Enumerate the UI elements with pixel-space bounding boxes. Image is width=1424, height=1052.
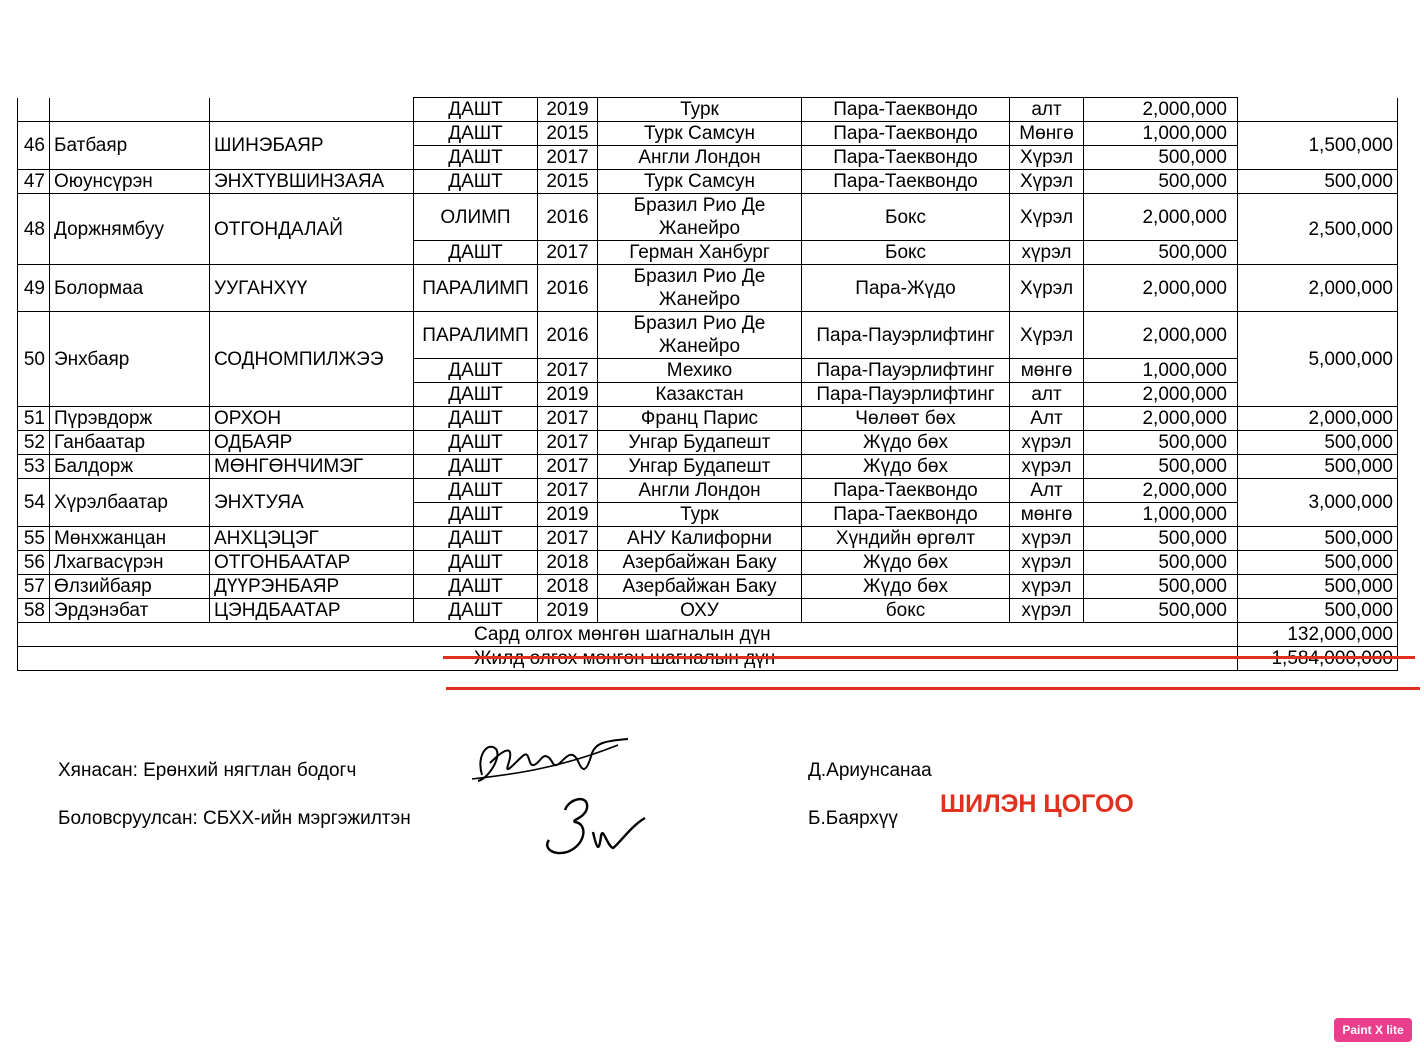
medal-cell: Хүрэл	[1010, 194, 1084, 241]
athlete-number-cell: 50	[18, 312, 50, 407]
table-row	[18, 551, 1398, 575]
event-type-cell: ДАШТ	[414, 383, 538, 407]
event-year-cell: 2017	[538, 241, 598, 265]
amount-cell: 2,000,000	[1084, 265, 1238, 312]
event-place-cell: Турк	[598, 503, 802, 527]
table-row	[18, 479, 1398, 503]
athlete-total-cell: 500,000	[1238, 599, 1398, 623]
athlete-surname-cell: ДҮҮРЭНБАЯР	[210, 575, 414, 599]
event-year-cell: 2016	[538, 194, 598, 241]
prepared-by-label: Боловсруулсан: СБХХ-ийн мэргэжилтэн	[58, 808, 411, 829]
event-year-cell: 2017	[538, 431, 598, 455]
athlete-number-cell: 47	[18, 170, 50, 194]
amount-cell: 500,000	[1084, 170, 1238, 194]
amount-cell: 2,000,000	[1084, 383, 1238, 407]
athlete-number-cell: 53	[18, 455, 50, 479]
event-sport-cell: Пара-Таеквондо	[802, 146, 1010, 170]
athlete-number-cell	[18, 98, 50, 122]
event-year-cell: 2015	[538, 170, 598, 194]
amount-cell: 500,000	[1084, 146, 1238, 170]
event-type-cell: ДАШТ	[414, 98, 538, 122]
athlete-surname-cell	[210, 98, 414, 122]
event-type-cell: ДАШТ	[414, 170, 538, 194]
athlete-total-cell: 500,000	[1238, 551, 1398, 575]
athlete-number-cell: 51	[18, 407, 50, 431]
event-place-cell: Герман Ханбург	[598, 241, 802, 265]
athlete-name-cell: Хүрэлбаатар	[50, 479, 210, 527]
amount-cell: 2,000,000	[1084, 407, 1238, 431]
amount-cell: 2,000,000	[1084, 479, 1238, 503]
monthly-sum-value: 132,000,000	[1238, 623, 1398, 647]
amount-cell: 1,000,000	[1084, 503, 1238, 527]
amount-cell: 500,000	[1084, 575, 1238, 599]
amount-cell: 1,000,000	[1084, 122, 1238, 146]
event-type-cell: ДАШТ	[414, 122, 538, 146]
event-type-cell: ДАШТ	[414, 527, 538, 551]
event-place-cell: ОХУ	[598, 599, 802, 623]
event-place-cell: Турк Самсун	[598, 170, 802, 194]
table-row	[18, 122, 1398, 146]
table-row	[18, 312, 1398, 359]
event-year-cell: 2017	[538, 527, 598, 551]
medal-cell: алт	[1010, 98, 1084, 122]
athlete-surname-cell: СОДНОМПИЛЖЭЭ	[210, 312, 414, 407]
event-place-cell: Турк Самсун	[598, 122, 802, 146]
event-place-cell: Франц Парис	[598, 407, 802, 431]
event-sport-cell: Жүдо бөх	[802, 431, 1010, 455]
event-place-cell: Бразил Рио Де Жанейро	[598, 265, 802, 312]
event-sport-cell: Пара-Пауэрлифтинг	[802, 312, 1010, 359]
event-sport-cell: Пара-Пауэрлифтинг	[802, 359, 1010, 383]
event-type-cell: ДАШТ	[414, 503, 538, 527]
event-place-cell: Унгар Будапешт	[598, 455, 802, 479]
event-type-cell: ПАРАЛИМП	[414, 265, 538, 312]
amount-cell: 1,000,000	[1084, 359, 1238, 383]
event-place-cell: Бразил Рио Де Жанейро	[598, 312, 802, 359]
athlete-surname-cell: ШИНЭБАЯР	[210, 122, 414, 170]
checked-by-name: Д.Ариунсанаа	[808, 760, 932, 781]
medal-cell: хүрэл	[1010, 527, 1084, 551]
event-sport-cell: Пара-Таеквондо	[802, 98, 1010, 122]
athlete-total-cell	[1238, 98, 1398, 122]
annotation-text: ШИЛЭН ЦОГОО	[940, 790, 1134, 818]
athlete-name-cell: Батбаяр	[50, 122, 210, 170]
event-year-cell: 2016	[538, 265, 598, 312]
athlete-surname-cell: ЦЭНДБААТАР	[210, 599, 414, 623]
medal-cell: мөнгө	[1010, 503, 1084, 527]
medal-cell: мөнгө	[1010, 359, 1084, 383]
event-sport-cell: Чөлөөт бөх	[802, 407, 1010, 431]
event-year-cell: 2019	[538, 98, 598, 122]
amount-cell: 500,000	[1084, 241, 1238, 265]
athlete-name-cell: Эрдэнэбат	[50, 599, 210, 623]
event-type-cell: ДАШТ	[414, 431, 538, 455]
event-year-cell: 2018	[538, 551, 598, 575]
athlete-number-cell: 56	[18, 551, 50, 575]
event-year-cell: 2017	[538, 146, 598, 170]
athlete-number-cell: 58	[18, 599, 50, 623]
athlete-number-cell: 52	[18, 431, 50, 455]
athlete-name-cell: Балдорж	[50, 455, 210, 479]
medal-cell: Мөнгө	[1010, 122, 1084, 146]
event-year-cell: 2017	[538, 455, 598, 479]
amount-cell: 500,000	[1084, 455, 1238, 479]
medal-cell: Хүрэл	[1010, 170, 1084, 194]
event-year-cell: 2018	[538, 575, 598, 599]
signature-specialist	[535, 790, 655, 860]
table-row	[18, 599, 1398, 623]
table-row	[18, 98, 1398, 122]
athlete-total-cell: 500,000	[1238, 455, 1398, 479]
event-sport-cell: Пара-Таеквондо	[802, 170, 1010, 194]
athlete-total-cell: 5,000,000	[1238, 312, 1398, 407]
signature-accountant	[468, 735, 648, 795]
event-place-cell: Азербайжан Баку	[598, 551, 802, 575]
amount-cell: 500,000	[1084, 551, 1238, 575]
athlete-number-cell: 55	[18, 527, 50, 551]
event-sport-cell: Жүдо бөх	[802, 455, 1010, 479]
amount-cell: 2,000,000	[1084, 312, 1238, 359]
event-type-cell: ДАШТ	[414, 479, 538, 503]
table-row	[18, 265, 1398, 312]
amount-cell: 500,000	[1084, 599, 1238, 623]
athlete-total-cell: 2,500,000	[1238, 194, 1398, 265]
event-sport-cell: Жүдо бөх	[802, 575, 1010, 599]
event-place-cell: Англи Лондон	[598, 146, 802, 170]
event-sport-cell: Пара-Таеквондо	[802, 479, 1010, 503]
amount-cell: 2,000,000	[1084, 98, 1238, 122]
athlete-number-cell: 49	[18, 265, 50, 312]
event-type-cell: ДАШТ	[414, 241, 538, 265]
event-place-cell: Бразил Рио Де Жанейро	[598, 194, 802, 241]
event-place-cell: Турк	[598, 98, 802, 122]
athlete-total-cell: 2,000,000	[1238, 407, 1398, 431]
event-sport-cell: Пара-Таеквондо	[802, 503, 1010, 527]
athlete-surname-cell: АНХЦЭЦЭГ	[210, 527, 414, 551]
watermark-badge: Paint X lite	[1334, 1018, 1412, 1042]
athlete-number-cell: 57	[18, 575, 50, 599]
medal-cell: хүрэл	[1010, 241, 1084, 265]
medal-cell: Хүрэл	[1010, 146, 1084, 170]
event-place-cell: Казакстан	[598, 383, 802, 407]
athlete-surname-cell: ОДБАЯР	[210, 431, 414, 455]
prepared-by-name: Б.Баярхүү	[808, 808, 898, 829]
medal-cell: хүрэл	[1010, 599, 1084, 623]
athlete-name-cell: Ганбаатар	[50, 431, 210, 455]
event-year-cell: 2019	[538, 383, 598, 407]
athlete-total-cell: 500,000	[1238, 527, 1398, 551]
athlete-total-cell: 1,500,000	[1238, 122, 1398, 170]
event-year-cell: 2019	[538, 599, 598, 623]
event-type-cell: ДАШТ	[414, 407, 538, 431]
event-sport-cell: бокс	[802, 599, 1010, 623]
event-sport-cell: Пара-Пауэрлифтинг	[802, 383, 1010, 407]
athlete-name-cell: Доржнямбуу	[50, 194, 210, 265]
athlete-surname-cell: МӨНГӨНЧИМЭГ	[210, 455, 414, 479]
event-sport-cell: Хүндийн өргөлт	[802, 527, 1010, 551]
amount-cell: 500,000	[1084, 527, 1238, 551]
event-place-cell: Англи Лондон	[598, 479, 802, 503]
event-type-cell: ДАШТ	[414, 359, 538, 383]
event-sport-cell: Бокс	[802, 241, 1010, 265]
medal-cell: Хүрэл	[1010, 312, 1084, 359]
medal-cell: хүрэл	[1010, 455, 1084, 479]
underline-monthly	[443, 656, 1415, 659]
event-place-cell: АНУ Калифорни	[598, 527, 802, 551]
athlete-name-cell: Мөнхжанцан	[50, 527, 210, 551]
event-type-cell: ПАРАЛИМП	[414, 312, 538, 359]
athlete-number-cell: 46	[18, 122, 50, 170]
event-year-cell: 2017	[538, 359, 598, 383]
event-sport-cell: Жүдо бөх	[802, 551, 1010, 575]
event-place-cell: Унгар Будапешт	[598, 431, 802, 455]
athlete-surname-cell: ОТГОНБААТАР	[210, 551, 414, 575]
event-year-cell: 2016	[538, 312, 598, 359]
medal-cell: хүрэл	[1010, 551, 1084, 575]
event-year-cell: 2019	[538, 503, 598, 527]
athlete-total-cell: 500,000	[1238, 575, 1398, 599]
event-type-cell: ДАШТ	[414, 551, 538, 575]
table-row	[18, 575, 1398, 599]
medal-cell: хүрэл	[1010, 431, 1084, 455]
monthly-sum-row	[18, 623, 1398, 647]
athlete-name-cell: Болормаа	[50, 265, 210, 312]
event-year-cell: 2017	[538, 479, 598, 503]
athlete-name-cell: Энхбаяр	[50, 312, 210, 407]
medal-cell: Алт	[1010, 407, 1084, 431]
event-sport-cell: Пара-Жүдо	[802, 265, 1010, 312]
athlete-surname-cell: ОРХОН	[210, 407, 414, 431]
table-row	[18, 170, 1398, 194]
table-row	[18, 431, 1398, 455]
event-place-cell: Азербайжан Баку	[598, 575, 802, 599]
event-year-cell: 2017	[538, 407, 598, 431]
athlete-name-cell: Өлзийбаяр	[50, 575, 210, 599]
medal-cell: Хүрэл	[1010, 265, 1084, 312]
table-row	[18, 194, 1398, 241]
athlete-total-cell: 2,000,000	[1238, 265, 1398, 312]
monthly-sum-label: Сард олгох мөнгөн шагналын дүн	[18, 623, 1238, 647]
award-table	[17, 97, 1398, 671]
athlete-surname-cell: ЭНХТУЯА	[210, 479, 414, 527]
athlete-name-cell: Оюунсүрэн	[50, 170, 210, 194]
event-sport-cell: Пара-Таеквондо	[802, 122, 1010, 146]
athlete-number-cell: 48	[18, 194, 50, 265]
table-row	[18, 407, 1398, 431]
athlete-name-cell: Лхагвасүрэн	[50, 551, 210, 575]
amount-cell: 2,000,000	[1084, 194, 1238, 241]
event-type-cell: ОЛИМП	[414, 194, 538, 241]
athlete-total-cell: 500,000	[1238, 431, 1398, 455]
athlete-total-cell: 3,000,000	[1238, 479, 1398, 527]
event-type-cell: ДАШТ	[414, 455, 538, 479]
event-place-cell: Мехико	[598, 359, 802, 383]
event-sport-cell: Бокс	[802, 194, 1010, 241]
checked-by-label: Хянасан: Ерөнхий нягтлан бодогч	[58, 760, 357, 781]
athlete-total-cell: 500,000	[1238, 170, 1398, 194]
medal-cell: алт	[1010, 383, 1084, 407]
event-type-cell: ДАШТ	[414, 575, 538, 599]
event-type-cell: ДАШТ	[414, 146, 538, 170]
underline-yearly	[446, 687, 1420, 690]
athlete-name-cell	[50, 98, 210, 122]
athlete-number-cell: 54	[18, 479, 50, 527]
event-year-cell: 2015	[538, 122, 598, 146]
athlete-name-cell: Пүрэвдорж	[50, 407, 210, 431]
table-row	[18, 455, 1398, 479]
medal-cell: Алт	[1010, 479, 1084, 503]
athlete-surname-cell: УУГАНХҮҮ	[210, 265, 414, 312]
amount-cell: 500,000	[1084, 431, 1238, 455]
event-type-cell: ДАШТ	[414, 599, 538, 623]
medal-cell: хүрэл	[1010, 575, 1084, 599]
table-row	[18, 527, 1398, 551]
athlete-surname-cell: ОТГОНДАЛАЙ	[210, 194, 414, 265]
athlete-surname-cell: ЭНХТҮВШИНЗАЯА	[210, 170, 414, 194]
